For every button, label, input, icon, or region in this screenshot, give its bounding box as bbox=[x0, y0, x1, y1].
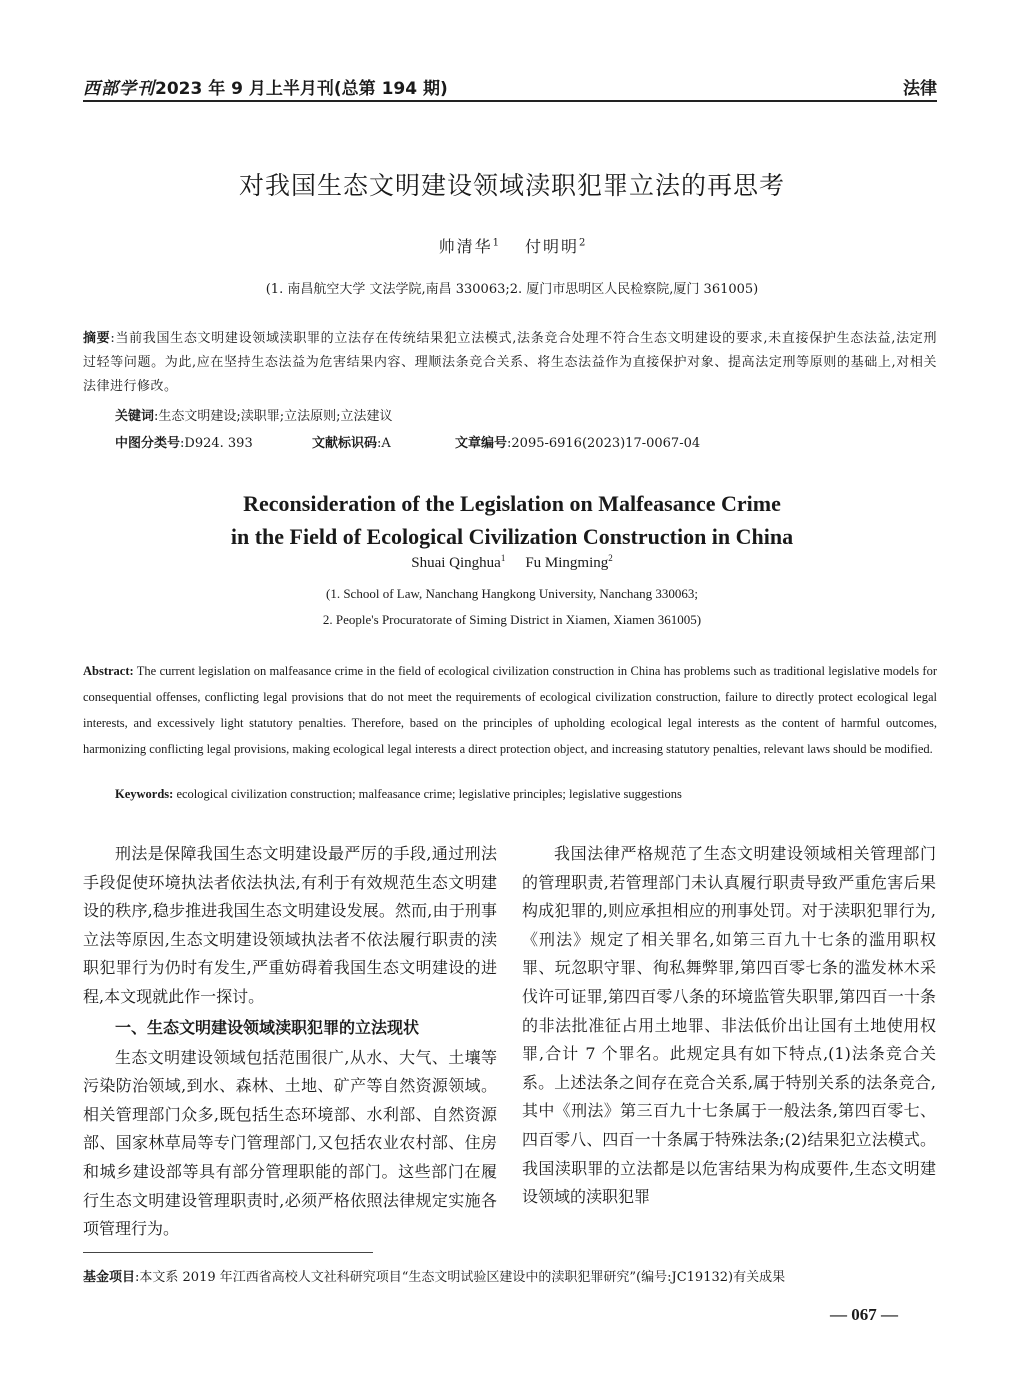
keywords-english bbox=[115, 787, 682, 802]
header-rule bbox=[83, 100, 937, 102]
clc-value: :D924. 393 bbox=[180, 436, 253, 451]
funding-label: 基金项目 bbox=[83, 1270, 136, 1285]
keywords-en-label: Keywords: bbox=[115, 787, 174, 801]
abstract-label: 摘要 bbox=[83, 331, 111, 346]
title-chinese: 对我国生态文明建设领域渎职犯罪立法的再思考 bbox=[238, 171, 785, 200]
author-2-en-sup: 2 bbox=[608, 553, 613, 563]
funding-note bbox=[83, 1266, 943, 1285]
author-1-en: Shuai Qinghua bbox=[411, 555, 501, 571]
keywords-en-text: ecological civilization construction; malfeasance crime; legislative principles; legislative suggestions bbox=[173, 787, 682, 801]
author-1-sup: 1 bbox=[492, 237, 499, 249]
affiliation-chinese: (1. 南昌航空大学 文法学院,南昌 330063;2. 厦门市思明区人民检察院,厦门 361005) bbox=[265, 282, 759, 297]
authors-chinese bbox=[0, 234, 1024, 257]
affiliation-english-line2: 2. People's Procuratorate of Siming District in Xiamen, Xiamen 361005) bbox=[322, 612, 702, 627]
title-english bbox=[0, 487, 1024, 553]
title-english-line2: in the Field of Ecological Civilization Construction in China bbox=[230, 524, 794, 549]
paragraph: 我国法律严格规范了生态文明建设领域相关管理部门的管理职责,若管理部门未认真履行职责导致严重危害后果构成犯罪的,则应承担相应的刑事处罚。对于渎职犯罪行为,《刑法》规定了相关罪名,如第三百九十七条的滥用职权罪、玩忽职守罪、徇私舞弊罪,第四百零七条的滥发林木采伐许可证罪,第四百零八条的环境监管失职罪,第四百一十条的非法批准征占用土地罪、非法低价出让国有土地使用权罪,合计 7 个罪名。此规定具有如下特点,(1)法条竞合关系。上述法条之间存在竞合关系,属于特别关系的法条竞合,其中《刑法》第三百九十七条属于一般法条,第四百零七、四百零八、四百一十条属于特殊法条;(2)结果犯立法模式。我国渎职罪的立法都是以危害结果为构成要件,生态文明建设领域的渎职犯罪 bbox=[522, 844, 936, 1207]
journal-logo: 西部学刊 bbox=[83, 79, 155, 99]
section-name: 法律 bbox=[903, 79, 937, 99]
abstract-en-text: The current legislation on malfeasance crime in the field of ecological civilization construction in China has problems such as traditional legislative models for consequential offenses, conflicting legal provisions that do not meet the requirements of ecological civilization construction, failure to directly protect ecological legal interests, and excessively light statutory penalties. Therefore, based on the principles of upholding ecological legal interests as the content of harmful outcomes, harmonizing conflicting legal provisions, making ecological legal interests a direct protection object, and increasing statutory penalties, relevant laws should be modified. bbox=[83, 664, 937, 756]
author-1: 帅清华 bbox=[438, 237, 493, 256]
body-left-column bbox=[83, 840, 497, 1244]
journal-issue bbox=[83, 74, 448, 99]
funding-text: :本文系 2019 年江西省高校人文社科研究项目“生态文明试验区建设中的渎职犯罪研究”(编号:JC19132)有关成果 bbox=[135, 1270, 786, 1285]
footnote-rule bbox=[83, 1252, 373, 1253]
abstract-text: :当前我国生态文明建设领域渎职罪的立法存在传统结果犯立法模式,法条竞合处理不符合生态文明建设的要求,未直接保护生态法益,法定刑过轻等问题。为此,应在坚持生态法益为危害结果内容、理顺法条竞合关系、将生态法益作为直接保护对象、提高法定刑等原则的基础上,对相关法律进行修改。 bbox=[83, 331, 937, 394]
issue-text: 2023 年 9 月上半月刊(总第 194 期) bbox=[155, 79, 448, 99]
author-2: 付明明 bbox=[525, 237, 580, 256]
doc-code-label: 文献标识码 bbox=[312, 436, 378, 451]
affiliation-english bbox=[0, 581, 1024, 633]
doc-code-value: :A bbox=[377, 436, 391, 451]
title-english-line1: Reconsideration of the Legislation on Malfeasance Crime bbox=[243, 491, 781, 516]
keywords-label: 关键词 bbox=[115, 409, 155, 424]
abstract-chinese bbox=[83, 327, 937, 399]
abstract-english bbox=[83, 658, 937, 762]
section-heading: 一、生态文明建设领域渎职犯罪的立法现状 bbox=[115, 1017, 420, 1037]
page-number: — 067 — bbox=[830, 1305, 898, 1324]
article-no-value: :2095-6916(2023)17-0067-04 bbox=[507, 436, 701, 451]
body-right-column bbox=[522, 840, 936, 1212]
abstract-en-label: Abstract: bbox=[83, 664, 134, 678]
keywords-chinese bbox=[115, 405, 393, 424]
classification-line bbox=[115, 432, 915, 451]
author-2-en: Fu Mingming bbox=[525, 555, 609, 571]
author-2-sup: 2 bbox=[579, 237, 586, 249]
article-no-label: 文章编号 bbox=[455, 436, 508, 451]
paragraph: 生态文明建设领域包括范围很广,从水、大气、土壤等污染防治领域,到水、森林、土地、矿产等自然资源领域。相关管理部门众多,既包括生态环境部、水利部、自然资源部、国家林草局等专门管理部门,又包括农业农村部、住房和城乡建设部等具有部分管理职能的部门。这些部门在履行生态文明建设管理职责时,必须严格依照法律规定实施各项管理行为。 bbox=[83, 1047, 497, 1239]
keywords-text: :生态文明建设;渎职罪;立法原则;立法建议 bbox=[154, 409, 393, 424]
running-header bbox=[83, 74, 937, 100]
author-1-en-sup: 1 bbox=[500, 553, 506, 563]
authors-english bbox=[0, 553, 1024, 572]
clc-label: 中图分类号 bbox=[115, 436, 181, 451]
affiliation-english-line1: (1. School of Law, Nanchang Hangkong University, Nanchang 330063; bbox=[326, 586, 698, 601]
paragraph: 刑法是保障我国生态文明建设最严厉的手段,通过刑法手段促使环境执法者依法执法,有利于有效规范生态文明建设的秩序,稳步推进我国生态文明建设发展。然而,由于刑事立法等原因,生态文明建设领域执法者不依法履行职责的渎职犯罪行为仍时有发生,严重妨碍着我国生态文明建设的进程,本文现就此作一探讨。 bbox=[83, 844, 497, 1006]
